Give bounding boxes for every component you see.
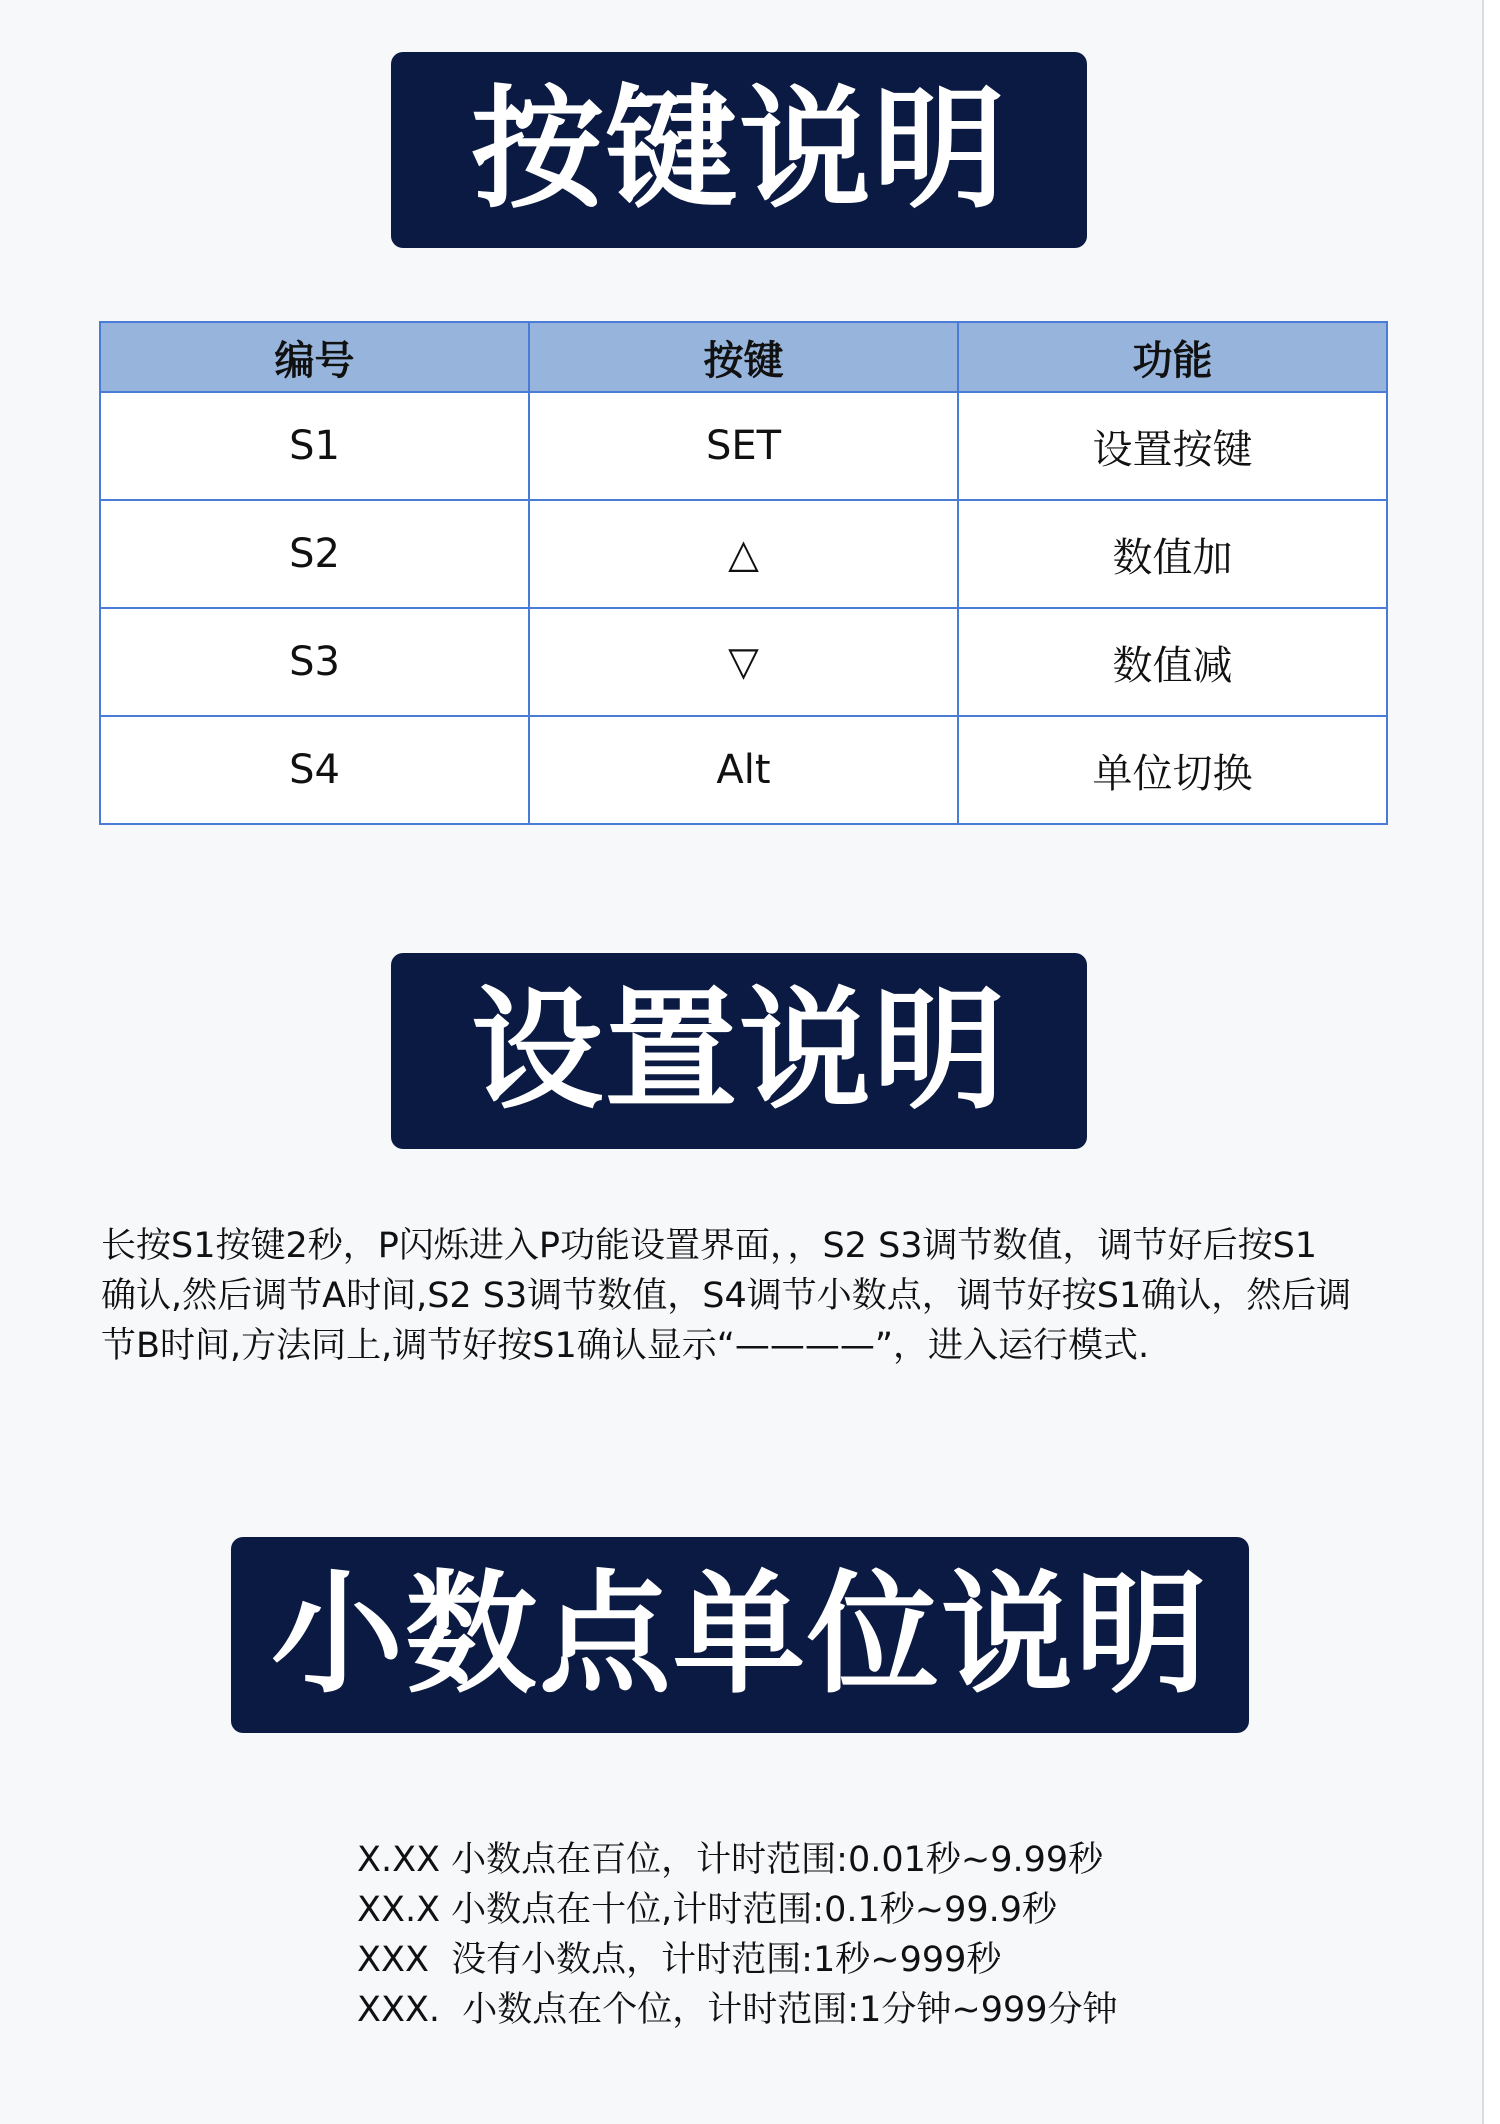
table-row xyxy=(100,716,1387,824)
decimal-description-list xyxy=(357,1835,1357,2035)
section-title-settings: 设置说明 xyxy=(471,974,1007,1128)
cell-key: ▽ xyxy=(529,608,958,716)
cell-function: 单位切换 xyxy=(958,716,1387,824)
cell-key: SET xyxy=(529,392,958,500)
table-row xyxy=(100,500,1387,608)
cell-function: 数值减 xyxy=(958,608,1387,716)
settings-line-3: 节B时间,方法同上,调节好按S1确认显示“————”，进入运行模式. xyxy=(101,1326,1150,1366)
section-banner-keys xyxy=(391,52,1087,248)
cell-id: S4 xyxy=(100,716,529,824)
cell-id: S2 xyxy=(100,500,529,608)
cell-key: Alt xyxy=(529,716,958,824)
cell-function: 数值加 xyxy=(958,500,1387,608)
list-item: X.XX 小数点在百位，计时范围:0.01秒~9.99秒 xyxy=(357,1840,1104,1880)
table-row xyxy=(100,608,1387,716)
list-item: XXX 没有小数点，计时范围:1秒~999秒 xyxy=(357,1940,1002,1980)
cell-id: S1 xyxy=(100,392,529,500)
header-cell-id: 编号 xyxy=(100,322,529,392)
right-edge-strip xyxy=(1482,0,1500,2124)
header-cell-function: 功能 xyxy=(958,322,1387,392)
list-item: XX.X 小数点在十位,计时范围:0.1秒~99.9秒 xyxy=(357,1890,1058,1930)
settings-description xyxy=(101,1221,1401,1371)
key-table xyxy=(99,321,1388,825)
section-title-keys: 按键说明 xyxy=(471,73,1007,227)
section-banner-settings xyxy=(391,953,1087,1149)
cell-key: △ xyxy=(529,500,958,608)
cell-function: 设置按键 xyxy=(958,392,1387,500)
settings-line-2: 确认,然后调节A时间,S2 S3调节数值，S4调节小数点，调节好按S1确认，然后调 xyxy=(101,1276,1352,1316)
table-header-row xyxy=(100,322,1387,392)
settings-line-1: 长按S1按键2秒，P闪烁进入P功能设置界面，，S2 S3调节数值，调节好后按S1 xyxy=(101,1226,1318,1266)
section-title-decimal: 小数点单位说明 xyxy=(271,1558,1209,1712)
list-item: XXX. 小数点在个位，计时范围:1分钟~999分钟 xyxy=(357,1990,1118,2030)
cell-id: S3 xyxy=(100,608,529,716)
header-cell-key: 按键 xyxy=(529,322,958,392)
table-row xyxy=(100,392,1387,500)
section-banner-decimal xyxy=(231,1537,1249,1733)
